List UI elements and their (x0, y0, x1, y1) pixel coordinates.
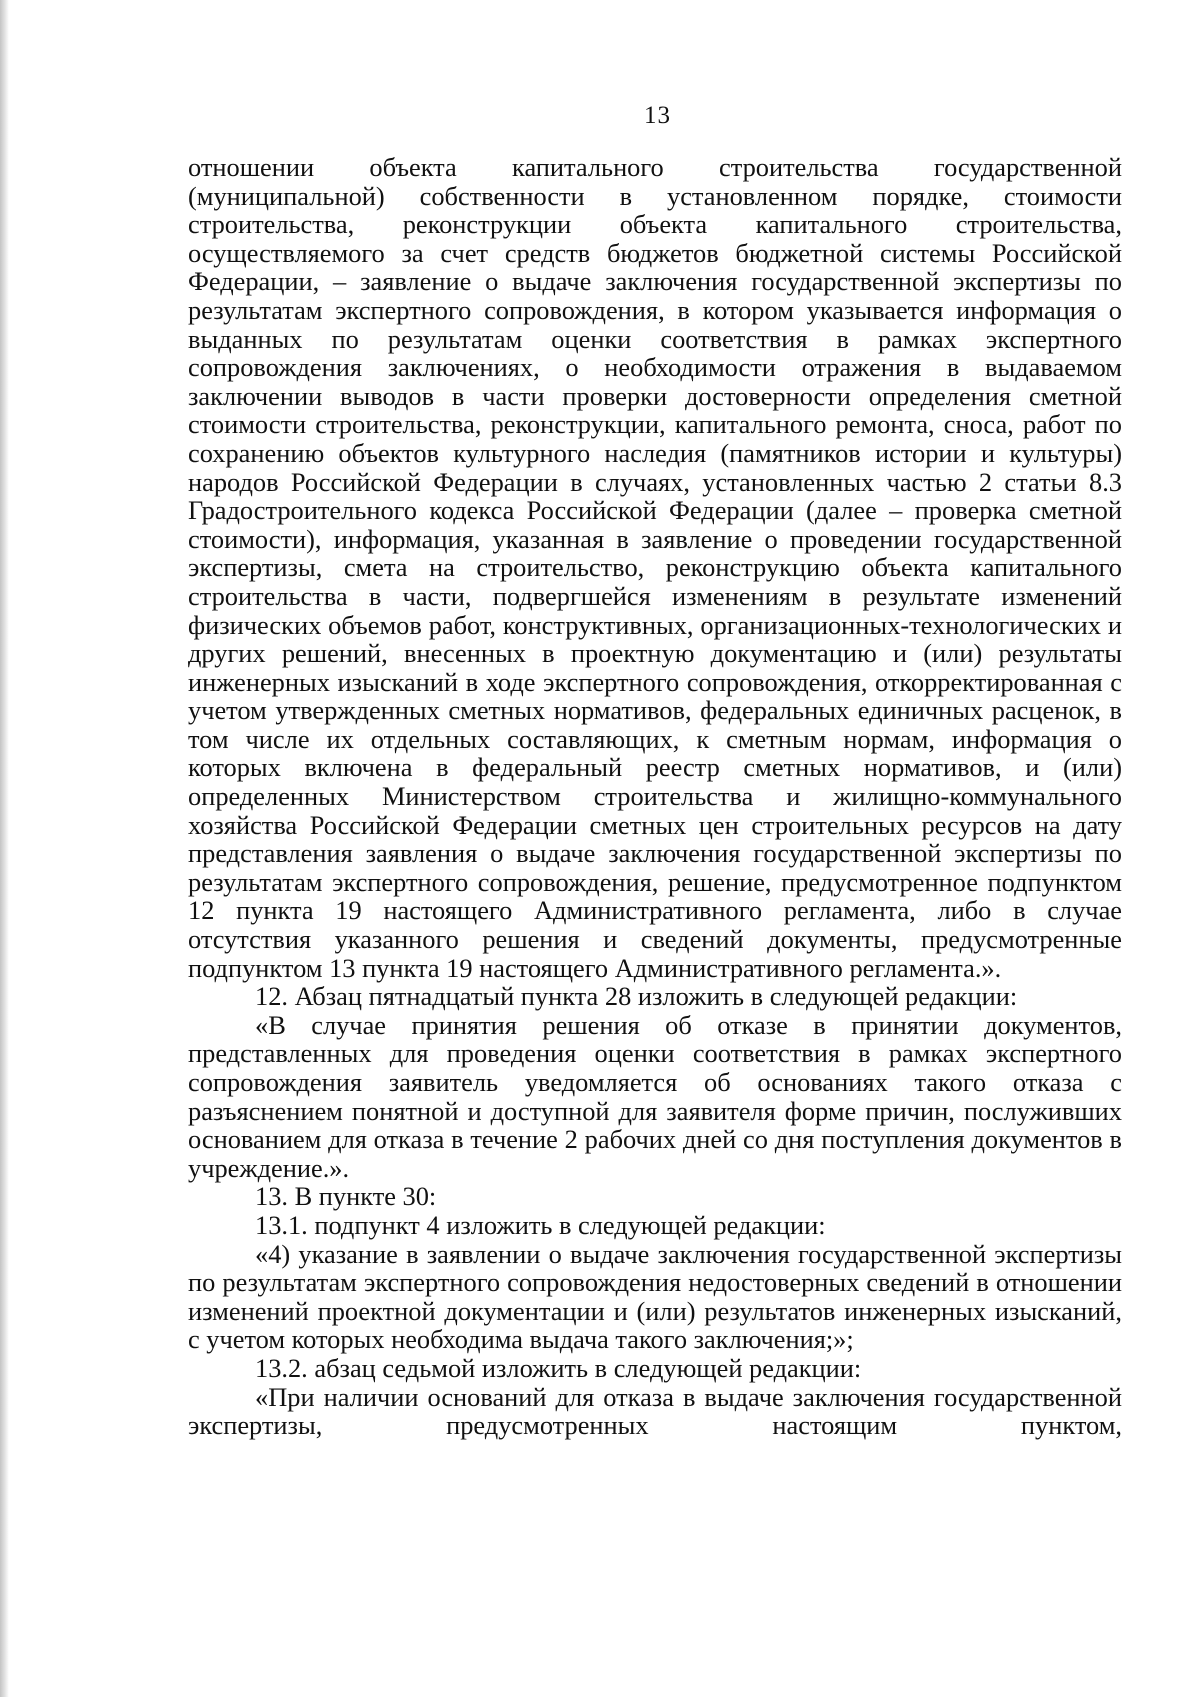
document-body (188, 153, 1122, 1440)
paragraph-item-13-1: 13.1. подпункт 4 изложить в следующей редакции: (255, 1209, 826, 1240)
paragraph-item-12: 12. Абзац пятнадцатый пункта 28 изложить в следующей редакции: (255, 981, 1018, 1012)
paragraph-continuation: отношении объекта капитального строительства государственной (муниципальной) собственности в установленном порядке, стоимости строительства, реконструкции объекта капитального строительства, осуществляемого за счет средств бюджетов бюджетной системы Российской Федерации, – заявление о выдаче заключения государственной экспертизы по результатам экспертного сопровождения, в котором указывается информация о выданных по результатам оценки соответствия в рамках экспертного сопровождения заключениях, о необходимости отражения в выдаваемом заключении выводов в части проверки достоверности определения сметной стоимости строительства, реконструкции, капитального ремонта, сноса, работ по сохранению объектов культурного наследия (памятников истории и культуры) народов Российской Федерации в случаях, установленных частью 2 статьи 8.3 Градостроительного кодекса Российской Федерации (далее – проверка сметной стоимости), информация, указанная в заявление о проведении государственной экспертизы, смета на строительство, реконструкцию объекта капитального строительства в части, подвергшейся изменениям в результате изменений физических объемов работ, конструктивных, организационных-технологических и других решений, внесенных в проектную документацию и (или) результаты инженерных изысканий в ходе экспертного сопровождения, откорректированная с учетом утвержденных сметных нормативов, федеральных единичных расценок, в том числе их отдельных составляющих, к сметным нормам, информация о которых включена в федеральный реестр сметных нормативов, и (или) определенных Министерством строительства и жилищно-коммунального хозяйства Российской Федерации сметных цен строительных ресурсов на дату представления заявления о выдаче заключения государственной экспертизы по результатам экспертного сопровождения, решение, предусмотренное подпунктом 12 пункта 19 настоящего Административного регламента, либо в случае отсутствия указанного решения и сведений документы, предусмотренные подпунктом 13 пункта 19 настоящего Административного регламента.». (188, 152, 1122, 983)
scan-edge-shadow (0, 0, 9, 1697)
paragraph-item-13-2: 13.2. абзац седьмой изложить в следующей редакции: (255, 1352, 862, 1383)
paragraph-item-13: 13. В пункте 30: (255, 1181, 437, 1212)
paragraph-quote-subitem-4: «4) указание в заявлении о выдаче заключения государственной экспертизы по результатам экспертного сопровождения недостоверных сведений в отношении изменений проектной документации и (или) результатов инженерных изысканий, с учетом которых необходима выдача такого заключения;»; (188, 1238, 1122, 1355)
paragraph-quote-grounds: «При наличии оснований для отказа в выдаче заключения государственной экспертизы, предусмотренных настоящим пунктом, (188, 1381, 1122, 1441)
paragraph-quote-refusal: «В случае принятия решения об отказе в принятии документов, представленных для проведения оценки соответствия в рамках экспертного сопровождения заявитель уведомляется об основаниях такого отказа с разъяснением понятной и доступной для заявителя форме причин, послуживших основанием для отказа в течение 2 рабочих дней со дня поступления документов в учреждение.». (188, 1009, 1122, 1183)
page-number: 13 (644, 102, 671, 129)
